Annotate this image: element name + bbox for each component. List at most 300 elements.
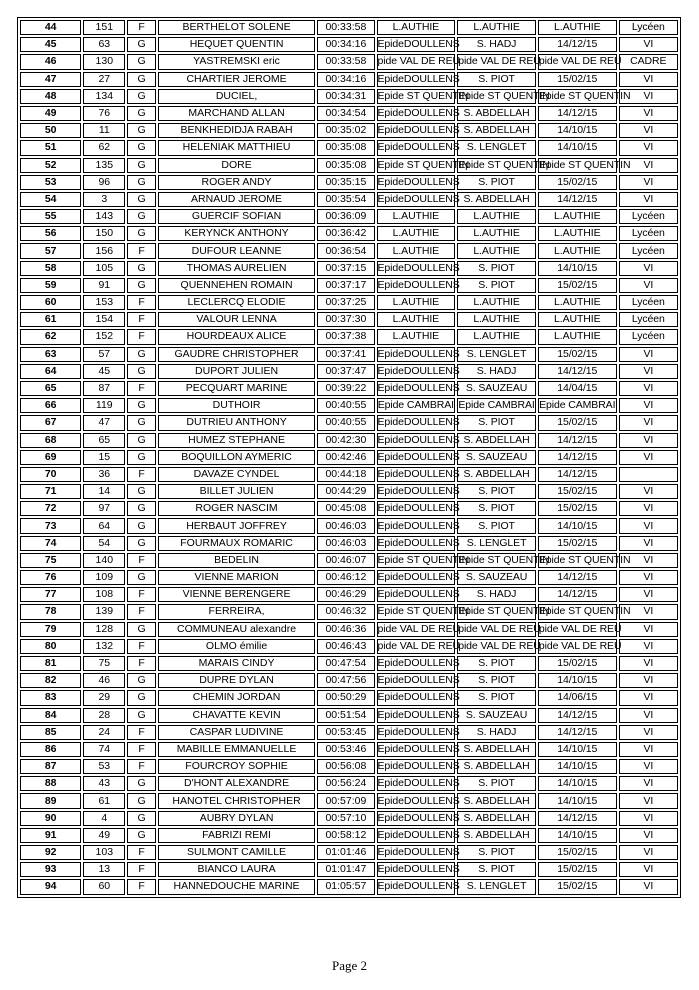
table-row: [20, 742, 678, 757]
table-row: [20, 192, 678, 207]
cell-bib: 54: [83, 536, 125, 551]
table-row: [20, 278, 678, 293]
table-row: [20, 175, 678, 190]
cell-sex: G: [127, 261, 156, 276]
cell-bib: 87: [83, 381, 125, 396]
cell-category: VI: [619, 776, 678, 791]
cell-category: VI: [619, 518, 678, 533]
cell-rank: 70: [20, 467, 81, 482]
cell-date: 14/12/15: [538, 364, 617, 379]
cell-rank: 79: [20, 622, 81, 637]
cell-section: S. SAUZEAU: [457, 708, 536, 723]
cell-bib: 105: [83, 261, 125, 276]
cell-section: S. LENGLET: [457, 347, 536, 362]
cell-section: S. HADJ: [457, 364, 536, 379]
cell-date: 14/10/15: [538, 673, 617, 688]
table-row: [20, 89, 678, 104]
cell-category: VI: [619, 828, 678, 843]
cell-date: Epide ST QUENTIN: [538, 604, 617, 619]
cell-section: S. SAUZEAU: [457, 570, 536, 585]
cell-bib: 13: [83, 862, 125, 877]
cell-sex: G: [127, 708, 156, 723]
cell-bib: 128: [83, 622, 125, 637]
cell-time: 00:35:02: [317, 123, 374, 138]
cell-bib: 62: [83, 140, 125, 155]
cell-date: 14/10/15: [538, 140, 617, 155]
cell-time: 00:57:09: [317, 793, 374, 808]
cell-structure: EpideDOULLENS: [377, 467, 456, 482]
cell-runner-name: HEQUET QUENTIN: [158, 37, 315, 52]
table-row: [20, 106, 678, 121]
cell-section: Epide CAMBRAI: [457, 398, 536, 413]
cell-rank: 62: [20, 329, 81, 344]
table-row: [20, 553, 678, 568]
cell-date: 14/12/15: [538, 811, 617, 826]
cell-bib: 132: [83, 639, 125, 654]
cell-runner-name: BIANCO LAURA: [158, 862, 315, 877]
cell-sex: G: [127, 398, 156, 413]
cell-section: Epide ST QUENTIN: [457, 89, 536, 104]
table-row: [20, 673, 678, 688]
table-row: [20, 536, 678, 551]
cell-section: S. ABDELLAH: [457, 828, 536, 843]
table-row: [20, 295, 678, 310]
table-row: [20, 759, 678, 774]
cell-bib: 14: [83, 484, 125, 499]
cell-category: [619, 467, 678, 482]
cell-sex: G: [127, 175, 156, 190]
cell-structure: EpideDOULLENS: [377, 811, 456, 826]
cell-time: 00:51:54: [317, 708, 374, 723]
cell-category: VI: [619, 123, 678, 138]
cell-structure: EpideDOULLENS: [377, 484, 456, 499]
cell-bib: 152: [83, 329, 125, 344]
cell-runner-name: CHAVATTE KEVIN: [158, 708, 315, 723]
cell-rank: 91: [20, 828, 81, 843]
cell-category: VI: [619, 278, 678, 293]
cell-sex: G: [127, 828, 156, 843]
table-row: [20, 398, 678, 413]
cell-runner-name: OLMO émilie: [158, 639, 315, 654]
cell-section: S. ABDELLAH: [457, 106, 536, 121]
page-number: Page 2: [331, 958, 368, 973]
cell-rank: 72: [20, 501, 81, 516]
cell-structure: EpideDOULLENS: [377, 673, 456, 688]
cell-time: 00:34:31: [317, 89, 374, 104]
cell-structure: pide VAL DE REU: [377, 622, 456, 637]
cell-bib: 119: [83, 398, 125, 413]
cell-sex: G: [127, 776, 156, 791]
cell-date: 15/02/15: [538, 347, 617, 362]
cell-bib: 103: [83, 845, 125, 860]
cell-sex: G: [127, 347, 156, 362]
cell-runner-name: BERTHELOT SOLENE: [158, 20, 315, 35]
table-row: [20, 329, 678, 344]
cell-time: 00:37:17: [317, 278, 374, 293]
cell-category: VI: [619, 381, 678, 396]
cell-date: 14/12/15: [538, 570, 617, 585]
table-row: [20, 364, 678, 379]
cell-rank: 73: [20, 518, 81, 533]
cell-date: 14/12/15: [538, 37, 617, 52]
cell-category: VI: [619, 811, 678, 826]
table-row: [20, 54, 678, 69]
cell-runner-name: HANNEDOUCHE MARINE: [158, 879, 315, 894]
cell-sex: F: [127, 467, 156, 482]
cell-rank: 81: [20, 656, 81, 671]
cell-section: L.AUTHIE: [457, 209, 536, 224]
cell-time: 00:57:10: [317, 811, 374, 826]
cell-rank: 71: [20, 484, 81, 499]
cell-time: 01:01:46: [317, 845, 374, 860]
cell-time: 00:37:41: [317, 347, 374, 362]
cell-structure: EpideDOULLENS: [377, 845, 456, 860]
cell-rank: 50: [20, 123, 81, 138]
cell-structure: pide VAL DE REU: [377, 54, 456, 69]
cell-time: 00:34:54: [317, 106, 374, 121]
cell-sex: G: [127, 89, 156, 104]
cell-time: 00:33:58: [317, 20, 374, 35]
cell-runner-name: ROGER NASCIM: [158, 501, 315, 516]
cell-bib: 153: [83, 295, 125, 310]
cell-structure: L.AUTHIE: [377, 329, 456, 344]
cell-date: 14/12/15: [538, 725, 617, 740]
cell-rank: 45: [20, 37, 81, 52]
cell-sex: G: [127, 811, 156, 826]
table-row: [20, 656, 678, 671]
cell-time: 00:36:54: [317, 243, 374, 258]
cell-rank: 56: [20, 226, 81, 241]
cell-category: VI: [619, 622, 678, 637]
cell-sex: G: [127, 209, 156, 224]
cell-date: 15/02/15: [538, 656, 617, 671]
cell-bib: 143: [83, 209, 125, 224]
cell-category: VI: [619, 72, 678, 87]
cell-sex: F: [127, 639, 156, 654]
cell-bib: 151: [83, 20, 125, 35]
cell-bib: 140: [83, 553, 125, 568]
cell-rank: 84: [20, 708, 81, 723]
cell-structure: EpideDOULLENS: [377, 793, 456, 808]
cell-structure: EpideDOULLENS: [377, 742, 456, 757]
cell-date: 15/02/15: [538, 536, 617, 551]
cell-date: 14/10/15: [538, 518, 617, 533]
cell-time: 00:39:22: [317, 381, 374, 396]
cell-runner-name: FERREIRA,: [158, 604, 315, 619]
cell-section: S. PIOT: [457, 278, 536, 293]
table-row: [20, 123, 678, 138]
cell-date: 14/12/15: [538, 708, 617, 723]
cell-category: Lycéen: [619, 226, 678, 241]
cell-bib: 135: [83, 158, 125, 173]
cell-date: Epide ST QUENTIN: [538, 158, 617, 173]
cell-category: VI: [619, 261, 678, 276]
cell-date: 14/12/15: [538, 587, 617, 602]
cell-structure: EpideDOULLENS: [377, 278, 456, 293]
cell-time: 00:44:29: [317, 484, 374, 499]
cell-runner-name: BEDELIN: [158, 553, 315, 568]
cell-time: 00:37:25: [317, 295, 374, 310]
cell-category: VI: [619, 845, 678, 860]
cell-section: S. PIOT: [457, 261, 536, 276]
cell-date: L.AUTHIE: [538, 243, 617, 258]
cell-section: S. PIOT: [457, 484, 536, 499]
cell-structure: EpideDOULLENS: [377, 690, 456, 705]
cell-runner-name: HOURDEAUX ALICE: [158, 329, 315, 344]
cell-bib: 4: [83, 811, 125, 826]
cell-runner-name: HUMEZ STEPHANE: [158, 433, 315, 448]
cell-time: 00:46:36: [317, 622, 374, 637]
cell-time: 00:36:09: [317, 209, 374, 224]
cell-time: 00:37:47: [317, 364, 374, 379]
cell-sex: G: [127, 415, 156, 430]
cell-runner-name: GUERCIF SOFIAN: [158, 209, 315, 224]
cell-sex: F: [127, 725, 156, 740]
cell-sex: F: [127, 759, 156, 774]
cell-runner-name: VIENNE MARION: [158, 570, 315, 585]
cell-time: 01:05:57: [317, 879, 374, 894]
cell-runner-name: HERBAUT JOFFREY: [158, 518, 315, 533]
cell-rank: 52: [20, 158, 81, 173]
table-row: [20, 518, 678, 533]
cell-section: pide VAL DE REU: [457, 54, 536, 69]
cell-section: Epide ST QUENTIN: [457, 158, 536, 173]
table-row: [20, 381, 678, 396]
cell-sex: G: [127, 484, 156, 499]
cell-bib: 64: [83, 518, 125, 533]
cell-bib: 28: [83, 708, 125, 723]
cell-category: VI: [619, 570, 678, 585]
cell-runner-name: CASPAR LUDIVINE: [158, 725, 315, 740]
table-row: [20, 862, 678, 877]
cell-rank: 55: [20, 209, 81, 224]
cell-time: 00:34:16: [317, 72, 374, 87]
cell-category: VI: [619, 347, 678, 362]
cell-structure: EpideDOULLENS: [377, 364, 456, 379]
cell-time: 00:46:29: [317, 587, 374, 602]
cell-bib: 49: [83, 828, 125, 843]
cell-date: 14/10/15: [538, 793, 617, 808]
cell-date: 15/02/15: [538, 72, 617, 87]
table-row: [20, 72, 678, 87]
cell-structure: L.AUTHIE: [377, 226, 456, 241]
cell-rank: 94: [20, 879, 81, 894]
cell-category: Lycéen: [619, 312, 678, 327]
cell-rank: 74: [20, 536, 81, 551]
cell-category: VI: [619, 690, 678, 705]
cell-date: 15/02/15: [538, 415, 617, 430]
cell-sex: G: [127, 158, 156, 173]
cell-structure: EpideDOULLENS: [377, 759, 456, 774]
table-row: [20, 828, 678, 843]
cell-structure: EpideDOULLENS: [377, 501, 456, 516]
cell-rank: 51: [20, 140, 81, 155]
cell-rank: 63: [20, 347, 81, 362]
cell-runner-name: BENKHEDIDJA RABAH: [158, 123, 315, 138]
cell-bib: 24: [83, 725, 125, 740]
cell-rank: 44: [20, 20, 81, 35]
cell-runner-name: DUPRE DYLAN: [158, 673, 315, 688]
cell-section: S. SAUZEAU: [457, 450, 536, 465]
cell-runner-name: DUTRIEU ANTHONY: [158, 415, 315, 430]
cell-section: S. PIOT: [457, 845, 536, 860]
cell-structure: EpideDOULLENS: [377, 192, 456, 207]
cell-rank: 47: [20, 72, 81, 87]
cell-sex: F: [127, 312, 156, 327]
cell-sex: F: [127, 587, 156, 602]
cell-runner-name: D'HONT ALEXANDRE: [158, 776, 315, 791]
cell-runner-name: DUPORT JULIEN: [158, 364, 315, 379]
cell-structure: EpideDOULLENS: [377, 536, 456, 551]
cell-category: Lycéen: [619, 329, 678, 344]
cell-runner-name: HANOTEL CHRISTOPHER: [158, 793, 315, 808]
cell-runner-name: FABRIZI REMI: [158, 828, 315, 843]
cell-runner-name: DAVAZE CYNDEL: [158, 467, 315, 482]
cell-runner-name: COMMUNEAU alexandre: [158, 622, 315, 637]
cell-rank: 90: [20, 811, 81, 826]
cell-runner-name: ARNAUD JEROME: [158, 192, 315, 207]
cell-section: S. PIOT: [457, 501, 536, 516]
cell-category: Lycéen: [619, 295, 678, 310]
cell-date: L.AUTHIE: [538, 295, 617, 310]
cell-section: S. LENGLET: [457, 879, 536, 894]
cell-sex: G: [127, 72, 156, 87]
cell-date: L.AUTHIE: [538, 20, 617, 35]
cell-time: 00:44:18: [317, 467, 374, 482]
cell-sex: G: [127, 364, 156, 379]
table-row: [20, 879, 678, 894]
cell-rank: 49: [20, 106, 81, 121]
cell-sex: G: [127, 450, 156, 465]
cell-structure: EpideDOULLENS: [377, 725, 456, 740]
cell-sex: F: [127, 381, 156, 396]
cell-category: VI: [619, 501, 678, 516]
cell-rank: 69: [20, 450, 81, 465]
table-row: [20, 467, 678, 482]
cell-time: 00:45:08: [317, 501, 374, 516]
table-row: [20, 725, 678, 740]
cell-section: S. LENGLET: [457, 140, 536, 155]
cell-category: VI: [619, 450, 678, 465]
cell-bib: 57: [83, 347, 125, 362]
cell-section: S. PIOT: [457, 690, 536, 705]
cell-sex: G: [127, 501, 156, 516]
cell-date: pide VAL DE REU: [538, 622, 617, 637]
cell-bib: 130: [83, 54, 125, 69]
cell-bib: 3: [83, 192, 125, 207]
cell-bib: 47: [83, 415, 125, 430]
cell-date: 15/02/15: [538, 501, 617, 516]
cell-time: 00:47:54: [317, 656, 374, 671]
cell-bib: 75: [83, 656, 125, 671]
cell-section: S. PIOT: [457, 518, 536, 533]
cell-structure: EpideDOULLENS: [377, 879, 456, 894]
cell-bib: 11: [83, 123, 125, 138]
cell-section: S. HADJ: [457, 37, 536, 52]
cell-bib: 108: [83, 587, 125, 602]
cell-time: 00:46:07: [317, 553, 374, 568]
cell-structure: EpideDOULLENS: [377, 433, 456, 448]
table-row: [20, 708, 678, 723]
cell-runner-name: HELENIAK MATTHIEU: [158, 140, 315, 155]
cell-time: 00:47:56: [317, 673, 374, 688]
cell-section: S. ABDELLAH: [457, 811, 536, 826]
cell-section: L.AUTHIE: [457, 20, 536, 35]
cell-rank: 76: [20, 570, 81, 585]
cell-category: VI: [619, 553, 678, 568]
cell-bib: 96: [83, 175, 125, 190]
cell-category: VI: [619, 793, 678, 808]
cell-category: VI: [619, 759, 678, 774]
cell-category: VI: [619, 725, 678, 740]
cell-rank: 85: [20, 725, 81, 740]
cell-rank: 48: [20, 89, 81, 104]
cell-runner-name: THOMAS AURELIEN: [158, 261, 315, 276]
cell-date: 14/12/15: [538, 450, 617, 465]
cell-structure: EpideDOULLENS: [377, 776, 456, 791]
cell-section: S. PIOT: [457, 673, 536, 688]
cell-bib: 150: [83, 226, 125, 241]
cell-sex: G: [127, 673, 156, 688]
cell-date: 15/02/15: [538, 175, 617, 190]
cell-bib: 154: [83, 312, 125, 327]
cell-rank: 78: [20, 604, 81, 619]
cell-bib: 43: [83, 776, 125, 791]
table-row: [20, 501, 678, 516]
table-row: [20, 415, 678, 430]
cell-bib: 65: [83, 433, 125, 448]
cell-structure: Epide ST QUENTIN: [377, 553, 456, 568]
cell-sex: G: [127, 226, 156, 241]
cell-structure: EpideDOULLENS: [377, 518, 456, 533]
cell-sex: F: [127, 742, 156, 757]
cell-sex: G: [127, 518, 156, 533]
cell-structure: EpideDOULLENS: [377, 570, 456, 585]
cell-date: Epide ST QUENTIN: [538, 89, 617, 104]
cell-runner-name: SULMONT CAMILLE: [158, 845, 315, 860]
cell-category: VI: [619, 398, 678, 413]
cell-category: VI: [619, 862, 678, 877]
cell-time: 00:46:32: [317, 604, 374, 619]
cell-structure: EpideDOULLENS: [377, 72, 456, 87]
cell-rank: 77: [20, 587, 81, 602]
cell-category: VI: [619, 656, 678, 671]
cell-section: S. PIOT: [457, 862, 536, 877]
cell-bib: 15: [83, 450, 125, 465]
cell-rank: 83: [20, 690, 81, 705]
table-row: [20, 158, 678, 173]
cell-runner-name: ROGER ANDY: [158, 175, 315, 190]
cell-runner-name: VALOUR LENNA: [158, 312, 315, 327]
cell-category: VI: [619, 175, 678, 190]
cell-time: 00:36:42: [317, 226, 374, 241]
cell-bib: 139: [83, 604, 125, 619]
table-row: [20, 433, 678, 448]
cell-bib: 46: [83, 673, 125, 688]
cell-rank: 75: [20, 553, 81, 568]
cell-bib: 60: [83, 879, 125, 894]
cell-date: 14/10/15: [538, 123, 617, 138]
cell-category: VI: [619, 364, 678, 379]
cell-sex: G: [127, 106, 156, 121]
cell-rank: 57: [20, 243, 81, 258]
cell-date: 14/12/15: [538, 467, 617, 482]
cell-runner-name: MARCHAND ALLAN: [158, 106, 315, 121]
cell-rank: 88: [20, 776, 81, 791]
cell-structure: EpideDOULLENS: [377, 587, 456, 602]
cell-time: 00:35:08: [317, 140, 374, 155]
cell-section: S. HADJ: [457, 725, 536, 740]
